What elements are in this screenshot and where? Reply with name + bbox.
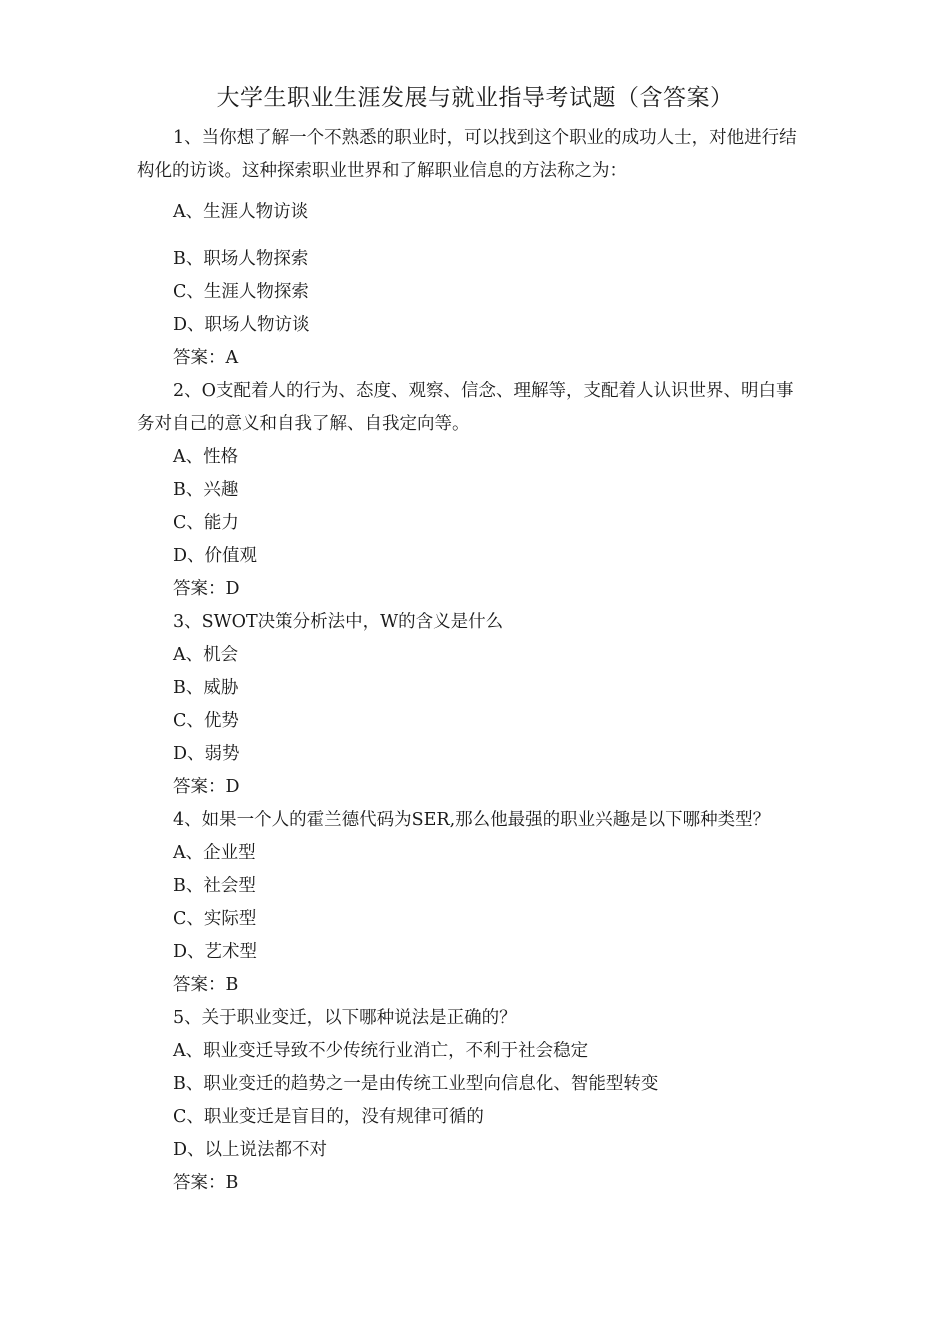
option-item: C、实际型 — [173, 909, 257, 929]
answer-line: 答案：D — [173, 579, 240, 599]
option-item: B、社会型 — [173, 876, 256, 896]
answer-line: 答案：D — [173, 777, 240, 797]
option-item: B、职场人物探索 — [173, 249, 309, 269]
option-item: A、生涯人物访谈 — [173, 202, 309, 222]
answer-line: 答案：B — [173, 1173, 239, 1193]
answer-line: 答案：B — [173, 975, 239, 995]
option-item: C、能力 — [173, 513, 239, 533]
option-item: A、性格 — [173, 447, 239, 467]
question-stem: 5、关于职业变迁，以下哪种说法是正确的？ — [173, 1008, 517, 1028]
option-item: C、生涯人物探索 — [173, 282, 309, 302]
option-item: A、职业变迁导致不少传统行业消亡，不利于社会稳定 — [173, 1041, 589, 1061]
option-item: D、职场人物访谈 — [173, 315, 310, 335]
question-stem: 4、如果一个人的霍兰德代码为SER,那么他最强的职业兴趣是以下哪种类型？ — [173, 810, 771, 830]
option-item: D、价值观 — [173, 546, 258, 566]
question-stem: 1、当你想了解一个不熟悉的职业时，可以找到这个职业的成功人士，对他进行结构化的访谈。这种探索职业世界和了解职业信息的方法称之为： — [137, 128, 797, 181]
option-item: B、兴趣 — [173, 480, 239, 500]
option-item: C、优势 — [173, 711, 239, 731]
question-list — [137, 122, 807, 1200]
question-stem: 3、SWOT决策分析法中，W的含义是什么 — [173, 612, 504, 632]
option-item: A、企业型 — [173, 843, 256, 863]
option-item: B、职业变迁的趋势之一是由传统工业型向信息化、智能型转变 — [173, 1074, 659, 1094]
option-item: C、职业变迁是盲目的，没有规律可循的 — [173, 1107, 484, 1127]
document-title: 大学生职业生涯发展与就业指导考试题（含答案） — [216, 85, 734, 111]
option-item: B、威胁 — [173, 678, 239, 698]
option-item: D、以上说法都不对 — [173, 1140, 328, 1160]
option-item: D、艺术型 — [173, 942, 258, 962]
answer-line: 答案：A — [173, 348, 239, 368]
option-item: D、弱势 — [173, 744, 240, 764]
option-item: A、机会 — [173, 645, 239, 665]
question-stem: 2、O支配着人的行为、态度、观察、信念、理解等，支配着人认识世界、明白事务对自己的意义和自我了解、自我定向等。 — [137, 381, 794, 434]
